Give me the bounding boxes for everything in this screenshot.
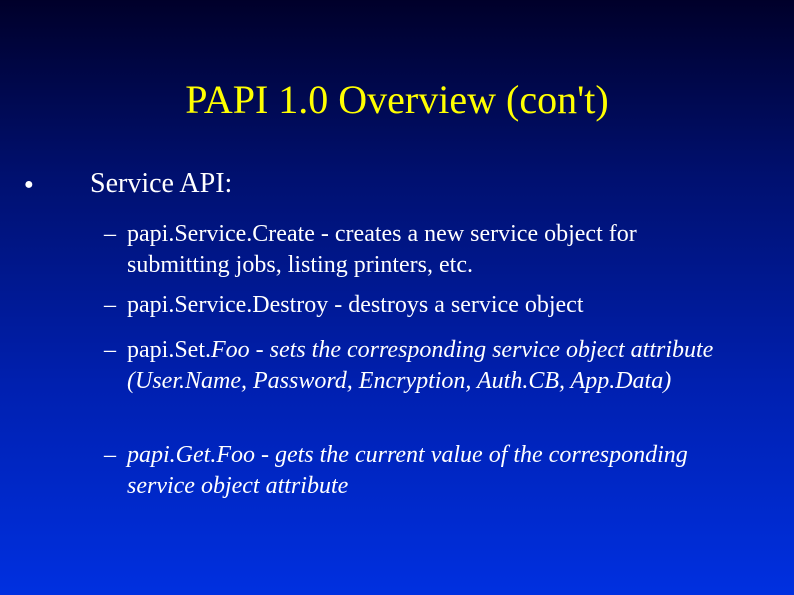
sub-item-service-destroy (104, 290, 744, 321)
sub-item-text: papi.Service.Create - creates a new service object for submitting jobs, listing printers, etc. (127, 221, 637, 278)
slide-title: PAPI 1.0 Overview (con't) (185, 77, 609, 122)
dash-icon: – (104, 442, 116, 468)
sub-item-text: papi.Service.Destroy - destroys a service object (127, 292, 584, 318)
sub-item-text (127, 335, 744, 397)
dash-icon: – (104, 292, 116, 318)
dash-icon: – (104, 221, 116, 247)
bullet-service-api (24, 167, 232, 202)
sub-item-get-foo (104, 440, 744, 502)
sub-item-text-italic: Foo - sets the corresponding service object attribute (User.Name, Password, Encryption, Auth.CB, App.Data) (127, 337, 714, 394)
sub-item-text-italic: papi.Get.Foo - gets the current value of the corresponding service object attribute (127, 442, 688, 499)
sub-item-text-plain: papi.Set. (127, 337, 211, 363)
sub-item-service-create (104, 219, 744, 281)
bullet-dot-icon: ● (24, 176, 34, 193)
bullet-label: Service API: (90, 168, 233, 199)
dash-icon: – (104, 337, 116, 363)
sub-item-set-foo (104, 335, 744, 397)
